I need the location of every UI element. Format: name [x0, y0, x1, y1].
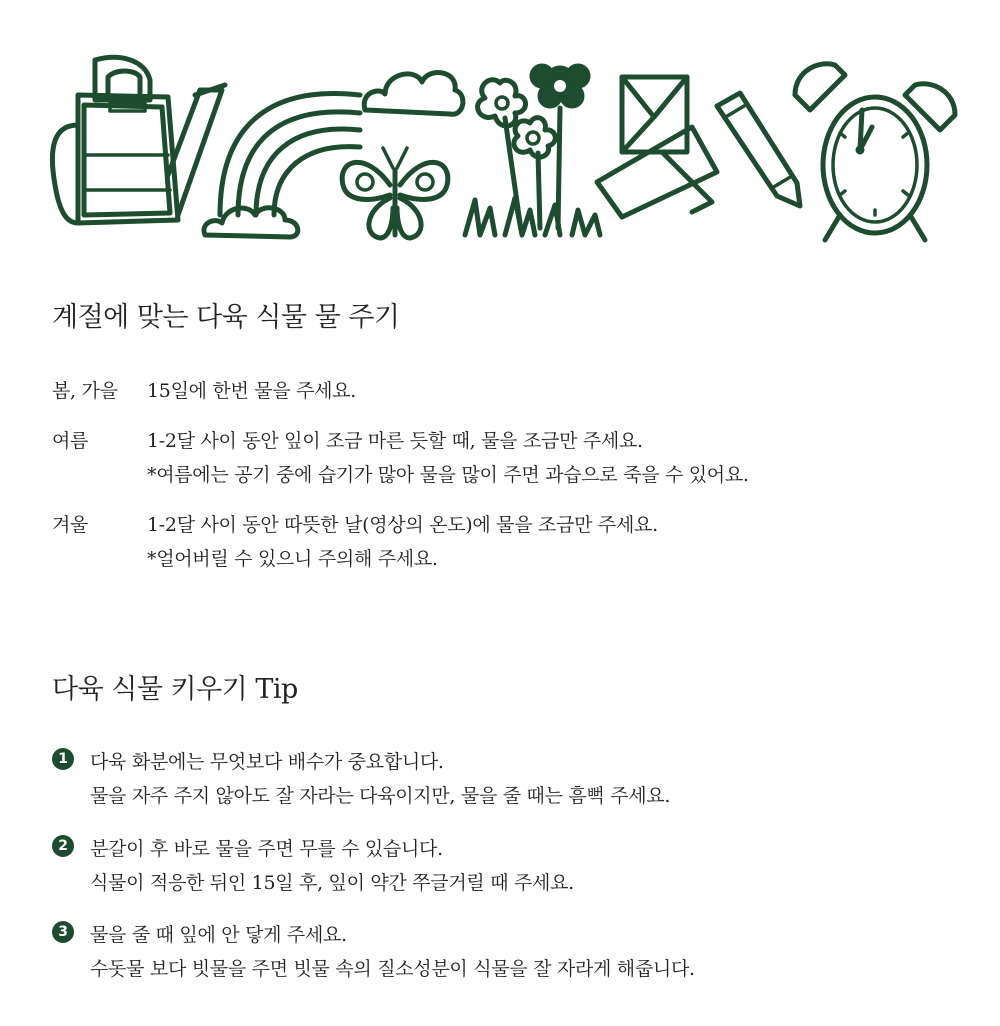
envelope-icon	[592, 72, 732, 222]
tip-line-2: 수돗물 보다 빗물을 주면 빗물 속의 질소성분이 식물을 잘 자라게 해줍니다.	[90, 958, 695, 980]
season-note: *얼어버릴 수 있으니 주의해 주세요.	[147, 548, 438, 570]
tip-number-badge: 2	[52, 835, 74, 857]
season-note: *여름에는 공기 중에 습기가 많아 물을 많이 주면 과습으로 죽을 수 있어요.	[147, 464, 749, 486]
season-text: 1-2달 사이 동안 따뜻한 날(영상의 온도)에 물을 조금만 주세요.	[147, 514, 658, 536]
alarm-clock-icon	[790, 55, 960, 245]
season-text: 1-2달 사이 동안 잎이 조금 마른 듯할 때, 물을 조금만 주세요.	[147, 430, 643, 452]
cloud-small-icon	[200, 195, 310, 245]
tip-line-1: 다육 화분에는 무엇보다 배수가 중요합니다.	[90, 751, 444, 773]
tip-number-badge: 3	[52, 921, 74, 943]
season-label: 겨울	[52, 514, 89, 536]
grass-icon	[460, 180, 610, 240]
section-title-watering: 계절에 맞는 다육 식물 물 주기	[52, 302, 400, 333]
tip-line-2: 물을 자주 주지 않아도 잘 자라는 다육이지만, 물을 줄 때는 흠뻑 주세요.	[90, 785, 671, 807]
season-text: 15일에 한번 물을 주세요.	[147, 380, 357, 402]
tip-line-2: 식물이 적응한 뒤인 15일 후, 잎이 약간 쭈글거릴 때 주세요.	[90, 872, 574, 894]
cloud-icon	[360, 62, 470, 122]
tip-number-badge: 1	[52, 748, 74, 770]
season-label: 여름	[52, 430, 89, 452]
butterfly-icon	[335, 140, 455, 250]
illustration-strip	[0, 0, 1000, 260]
tip-line-1: 분갈이 후 바로 물을 주면 무를 수 있습니다.	[90, 838, 443, 860]
tip-line-1: 물을 줄 때 잎에 안 닿게 주세요.	[90, 924, 347, 946]
section-title-tips: 다육 식물 키우기 Tip	[52, 674, 298, 705]
season-label: 봄, 가을	[52, 380, 118, 402]
